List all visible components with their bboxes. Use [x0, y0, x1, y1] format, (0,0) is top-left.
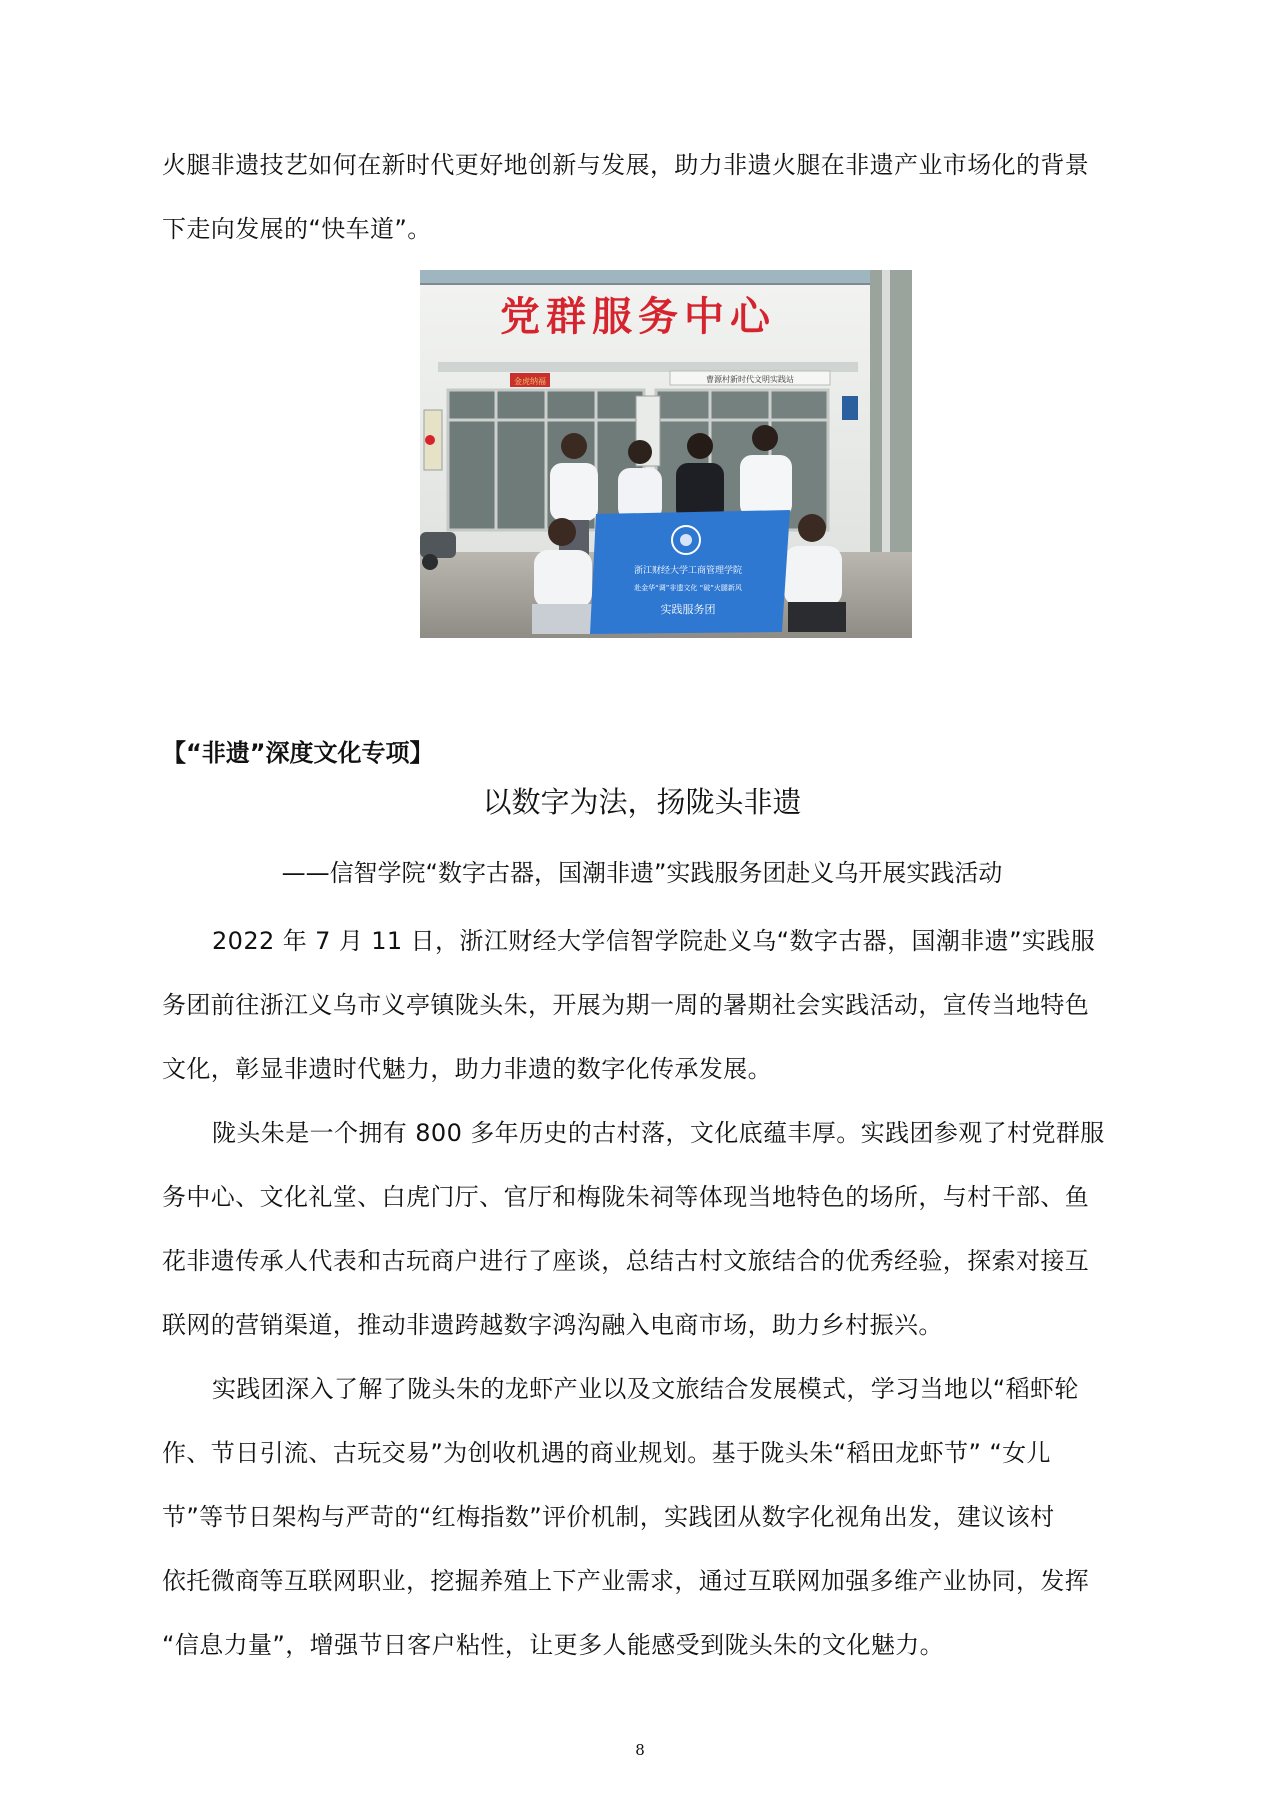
text-line: 2022 年 7 月 11 日，浙江财经大学信智学院赴义乌“数字古器，国潮非遗”实践服	[212, 927, 1096, 955]
text-line: 作、节日引流、古玩交易”为创收机遇的商业规划。基于陇头朱“稻田龙虾节” “女儿	[162, 1439, 1051, 1467]
text-line: 实践团深入了解了陇头朱的龙虾产业以及文旅结合发展模式，学习当地以“稻虾轮	[212, 1375, 1079, 1403]
article-subtitle: ——信智学院“数字古器，国潮非遗”实践服务团赴义乌开展实践活动	[281, 859, 1003, 887]
article-title: 以数字为法，扬陇头非遗	[482, 785, 802, 819]
article-paragraph	[162, 1357, 1122, 1677]
section-label: 【“非遗”深度文化专项】	[162, 739, 434, 767]
text-line: 务团前往浙江义乌市义亭镇陇头朱，开展为期一周的暑期社会实践活动，宣传当地特色	[162, 991, 1090, 1019]
text-line: “信息力量”，增强节日客户粘性，让更多人能感受到陇头朱的文化魅力。	[162, 1631, 945, 1659]
couplet-text: 金虎纳福	[514, 377, 546, 386]
text-line: 花非遗传承人代表和古玩商户进行了座谈，总结古村文旅结合的优秀经验，探索对接互	[162, 1247, 1090, 1275]
banner	[590, 510, 790, 634]
text-line: 依托微商等互联网职业，挖掘养殖上下产业需求，通过互联网加强多维产业协同，发挥	[162, 1567, 1090, 1595]
text-line: 联网的营销渠道，推动非遗跨越数字鸿沟融入电商市场，助力乡村振兴。	[162, 1311, 943, 1339]
banner-line-2: 赴金华“调”非遗文化 “破”火腿新风	[634, 584, 742, 592]
text-line: 文化，彰显非遗时代魅力，助力非遗的数字化传承发展。	[162, 1055, 772, 1083]
sign-text: 党群服务中心	[500, 294, 776, 340]
text-line: 下走向发展的“快车道”。	[162, 215, 432, 243]
text-line: 陇头朱是一个拥有 800 多年历史的古村落，文化底蕴丰厚。实践团参观了村党群服	[212, 1119, 1105, 1147]
page-number: 8	[635, 1741, 645, 1759]
door-plaque-text: 曹源村新时代文明实践站	[706, 375, 794, 384]
text-line: 务中心、文化礼堂、白虎门厅、官厅和梅陇朱祠等体现当地特色的场所，与村干部、鱼	[162, 1183, 1090, 1211]
article-paragraph	[162, 909, 1122, 1101]
group-photo	[420, 270, 912, 638]
text-line: 火腿非遗技艺如何在新时代更好地创新与发展，助力非遗火腿在非遗产业市场化的背景	[162, 151, 1090, 179]
intro-paragraph	[162, 133, 1122, 261]
group-photo-illustration	[420, 270, 912, 638]
banner-line-1: 浙江财经大学工商管理学院	[633, 566, 743, 576]
article-paragraph	[162, 1101, 1122, 1357]
text-line: 节”等节日架构与严苛的“红梅指数”评价机制，实践团从数字化视角出发，建议该村	[162, 1503, 1055, 1531]
banner-line-3: 实践服务团	[660, 603, 716, 616]
